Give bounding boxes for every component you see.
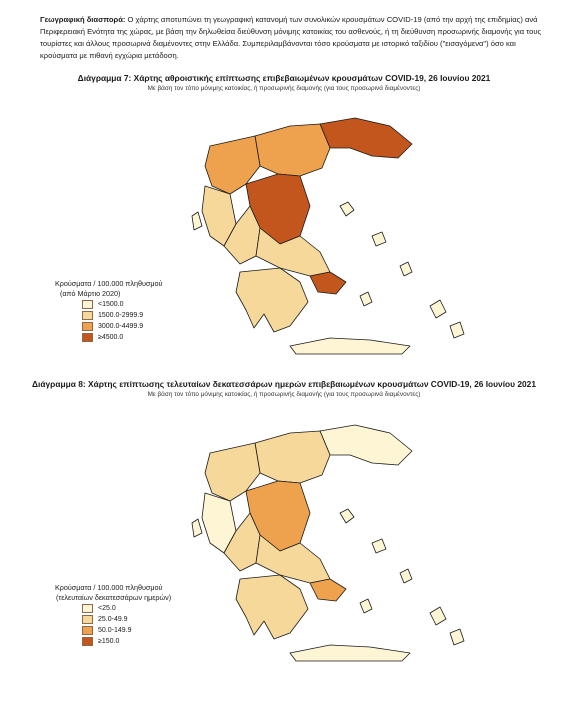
region-islands (340, 202, 354, 216)
region-macedonia (255, 124, 330, 176)
region-islands (360, 292, 372, 306)
region-attica (310, 579, 346, 601)
legend-subtitle: (τελευταίων δεκατεσσάρων ημερών) (56, 593, 172, 602)
region-crete (290, 338, 410, 354)
region-islands (450, 629, 464, 645)
legend-item (82, 299, 162, 310)
legend-label: ≥150.0 (98, 638, 120, 645)
legend-cumulative (55, 279, 162, 343)
legend-swatch (82, 300, 93, 309)
figure-8-subtitle: Με βάση τον τόπο μόνιμης κατοικίας, ή προσωρινής διαμονής (για τους προσωρινά διαμένοντες) (147, 391, 421, 398)
legend-title: Κρούσματα / 100.000 πληθυσμού (55, 279, 163, 288)
region-islands (192, 212, 202, 230)
region-thrace (320, 118, 412, 158)
region-islands (430, 607, 446, 625)
legend-label: 1500.0-2999.9 (98, 312, 144, 319)
region-thrace (320, 425, 412, 465)
legend-label: 25.0-49.9 (98, 616, 128, 623)
figure-7-subtitle: Με βάση τον τόπο μόνιμης κατοικίας, ή προσωρινής διαμονής (για τους προσωρινά διαμένοντες) (147, 85, 421, 92)
region-peloponnese (236, 575, 308, 639)
legend-item (82, 625, 171, 636)
region-crete (290, 645, 410, 661)
legend-swatch (82, 637, 93, 646)
legend-label: ≥4500.0 (98, 334, 124, 341)
region-islands (372, 232, 386, 246)
intro-paragraph (40, 14, 550, 62)
region-macedonia (255, 431, 330, 483)
region-islands (340, 509, 354, 523)
legend-label: <1500.0 (98, 301, 124, 308)
greece-map-14-days (150, 403, 470, 673)
legend-label: 3000.0-4499.9 (98, 323, 144, 330)
region-attica (310, 272, 346, 294)
intro-text: Ο χάρτης αποτυπώνει τη γεωγραφική κατανομή των συνολικών κρουσμάτων COVID-19 (από την αρχή της επιδημίας) ανά Περιφερειακή Ενότητα της χώρας, με βάση την δηλωθείσα διεύθυνση μόνιμης κατοικίας του ασθενούς, ή τη διεύθυνση προσωρινής διαμονής για τους τουρίστες και άλλους προσωρινά διαμένοντες στην Ελλάδα. Συμπεριλαμβάνονται τόσο κρούσματα με ιστορικό ταξιδίου ("εισαγόμενα") όσο και κρούσματα με πιθανή εγχώρια μετάδοση. (40, 15, 542, 60)
region-islands (450, 322, 464, 338)
legend-label: <25.0 (98, 605, 116, 612)
legend-item (82, 321, 162, 332)
legend-item (82, 636, 171, 647)
region-islands (372, 539, 386, 553)
legend-swatch (82, 626, 93, 635)
legend-swatch (82, 311, 93, 320)
region-peloponnese (236, 268, 308, 332)
greece-map-cumulative (150, 96, 470, 366)
legend-swatch (82, 333, 93, 342)
legend-14-days (55, 583, 171, 647)
legend-item (82, 332, 162, 343)
legend-swatch (82, 322, 93, 331)
intro-label: Γεωγραφική διασπορά: (40, 15, 126, 24)
legend-item (82, 614, 171, 625)
figure-7-title: Διάγραμμα 7: Χάρτης αθροιστικής επίπτωσης επιβεβαιωμένων κρουσμάτων COVID-19, 26 Ιουνίου 2021 (77, 73, 491, 83)
region-islands (400, 569, 412, 583)
legend-subtitle: (από Μάρτιο 2020) (60, 289, 121, 298)
region-islands (360, 599, 372, 613)
region-islands (400, 262, 412, 276)
legend-swatch (82, 615, 93, 624)
legend-swatch (82, 604, 93, 613)
legend-item (82, 310, 162, 321)
region-islands (430, 300, 446, 318)
figure-8-title: Διάγραμμα 8: Χάρτης επίπτωσης τελευταίων δεκατεσσάρων ημερών επιβεβαιωμένων κρουσμάτων COVID-19, 26 Ιουνίου 2021 (32, 379, 536, 389)
legend-item (82, 603, 171, 614)
legend-title: Κρούσματα / 100.000 πληθυσμού (55, 583, 163, 592)
legend-label: 50.0-149.9 (98, 627, 132, 634)
region-islands (192, 519, 202, 537)
